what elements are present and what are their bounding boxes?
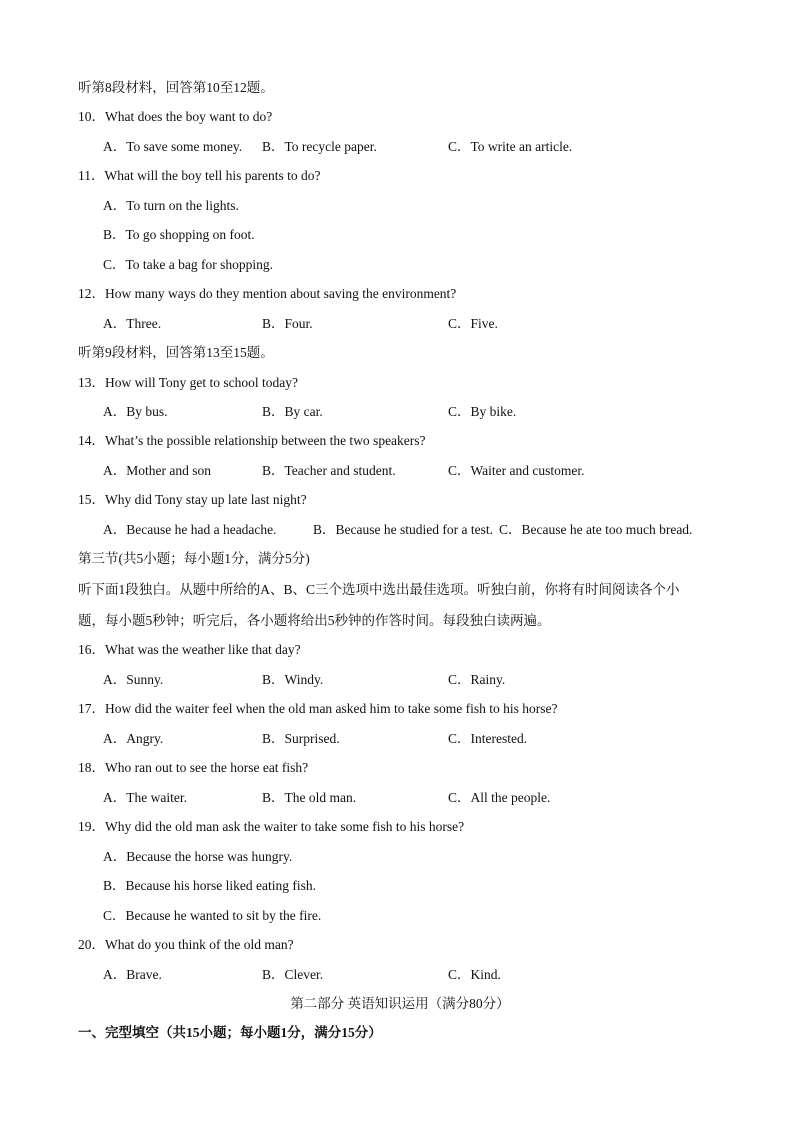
part-3-heading: 第三节(共5小题；每小题1分，满分5分)	[78, 551, 310, 566]
q20-option-a: A．Brave.	[103, 967, 162, 982]
part-2-heading: 第二部分 英语知识运用（满分80分）	[290, 996, 510, 1011]
q12-option-b: B．Four.	[262, 316, 313, 331]
q17-option-c: C．Interested.	[448, 731, 528, 746]
q13-option-a: A．By bus.	[103, 404, 168, 419]
question-13: 13．How will Tony get to school today?	[78, 375, 299, 390]
q15-option-b: B．Because he studied for a test.	[313, 522, 493, 537]
q19-option-b: B．Because his horse liked eating fish.	[103, 878, 316, 893]
q14-option-a: A．Mother and son	[103, 463, 211, 478]
q11-option-c: C．To take a bag for shopping.	[103, 257, 274, 272]
q19-option-a: A．Because the horse was hungry.	[103, 849, 293, 864]
q18-option-a: A．The waiter.	[103, 790, 187, 805]
question-14: 14．What’s the possible relationship between the two speakers?	[78, 433, 426, 448]
q17-option-b: B．Surprised.	[262, 731, 340, 746]
q19-option-c: C．Because he wanted to sit by the fire.	[103, 908, 322, 923]
q15-option-a: A．Because he had a headache.	[103, 522, 277, 537]
q12-option-a: A．Three.	[103, 316, 162, 331]
q13-option-b: B．By car.	[262, 404, 323, 419]
q20-option-b: B．Clever.	[262, 967, 324, 982]
q10-option-a: A．To save some money.	[103, 139, 243, 154]
q13-option-c: C．By bike.	[448, 404, 517, 419]
question-15: 15．Why did Tony stay up late last night?	[78, 492, 307, 507]
section-9-instruction: 听第9段材料，回答第13至15题。	[78, 345, 274, 360]
question-12: 12．How many ways do they mention about saving the environment?	[78, 286, 457, 301]
q20-option-c: C．Kind.	[448, 967, 501, 982]
q10-option-b: B．To recycle paper.	[262, 139, 377, 154]
q10-option-c: C．To write an article.	[448, 139, 573, 154]
question-18: 18．Who ran out to see the horse eat fish?	[78, 760, 309, 775]
question-16: 16．What was the weather like that day?	[78, 642, 301, 657]
section-8-instruction: 听第8段材料，回答第10至12题。	[78, 80, 274, 95]
question-11: 11．What will the boy tell his parents to do?	[78, 168, 321, 183]
q14-option-b: B．Teacher and student.	[262, 463, 396, 478]
q16-option-b: B．Windy.	[262, 672, 324, 687]
part-3-instruction-line-1: 听下面1段独白。从题中所给的A、B、C三个选项中选出最佳选项。听独白前，你将有时间阅读各个小	[78, 582, 680, 597]
q15-option-c: C．Because he ate too much bread.	[499, 522, 693, 537]
q14-option-c: C．Waiter and customer.	[448, 463, 585, 478]
q16-option-a: A．Sunny.	[103, 672, 164, 687]
question-20: 20．What do you think of the old man?	[78, 937, 294, 952]
q18-option-b: B．The old man.	[262, 790, 357, 805]
q16-option-c: C．Rainy.	[448, 672, 506, 687]
q12-option-c: C．Five.	[448, 316, 498, 331]
part-3-instruction-line-2: 题，每小题5秒钟；听完后，各小题将给出5秒钟的作答时间。每段独白读两遍。	[78, 613, 551, 628]
question-17: 17．How did the waiter feel when the old man asked him to take some fish to his horse?	[78, 701, 558, 716]
q18-option-c: C．All the people.	[448, 790, 551, 805]
question-19: 19．Why did the old man ask the waiter to take some fish to his horse?	[78, 819, 465, 834]
q17-option-a: A．Angry.	[103, 731, 164, 746]
q11-option-a: A．To turn on the lights.	[103, 198, 239, 213]
q11-option-b: B．To go shopping on foot.	[103, 227, 255, 242]
cloze-section-heading: 一、完型填空（共15小题；每小题1分，满分15分）	[78, 1025, 382, 1040]
question-10: 10．What does the boy want to do?	[78, 109, 273, 124]
